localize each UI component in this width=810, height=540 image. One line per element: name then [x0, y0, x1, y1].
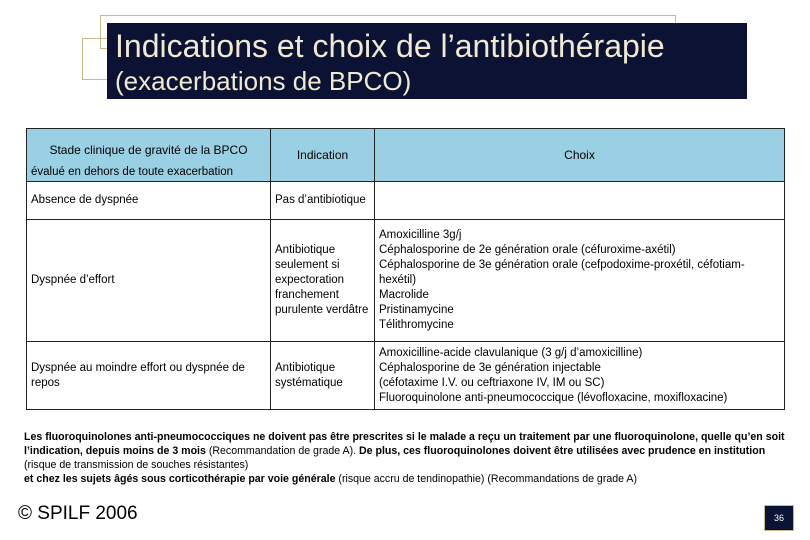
header-stage-sub: évalué en dehors de toute exacerbation [31, 166, 234, 178]
choice-item: Amoxicilline 3g/j [379, 229, 462, 241]
table-row [27, 342, 785, 410]
page-number: 36 [764, 505, 794, 531]
stage-cell: Dyspnée d’effort [27, 220, 271, 342]
table-row [27, 220, 785, 342]
choice-item: Céphalosporine de 2e génération orale (céfuroxime-axétil) [379, 244, 676, 256]
slide-subtitle: (exacerbations de BPCO) [115, 66, 412, 96]
footnote-light-1: (Recommandation de grade A). [205, 445, 359, 457]
table-header-row [27, 129, 785, 182]
choice-cell [375, 182, 785, 220]
choice-cell [375, 342, 785, 410]
choice-item: (céfotaxime I.V. ou ceftriaxone IV, IM ou SC) [379, 376, 605, 389]
indication-cell: Pas d’antibiotique [271, 182, 375, 220]
choice-item: Fluoroquinolone anti-pneumococcique (lévofloxacine, moxifloxacine) [379, 391, 728, 404]
stage-cell: Dyspnée au moindre effort ou dyspnée de repos [27, 342, 271, 410]
slide-title: Indications et choix de l’antibiothérapie [115, 28, 665, 64]
header-choice: Choix [375, 129, 785, 182]
header-stage-title: Stade clinique de gravité de la BPCO [49, 142, 248, 157]
header-indication: Indication [271, 129, 375, 182]
footnote-bold-1: Les fluoroquinolones anti-pneumococciques ne doivent pas être prescrites si le malade a reçu un traitement par une fluoroquinolone, quelle qu’en soit l’indication, depuis moins de 3 mois [24, 431, 785, 457]
choice-item: Pristinamycine [379, 304, 454, 316]
choice-item: Céphalosporine de 3e génération orale (cefpodoxime-proxétil, céfotiam-hexétil) [379, 259, 745, 286]
choice-item: Télithromycine [379, 319, 454, 331]
header-stage [27, 129, 271, 182]
choice-cell [375, 220, 785, 342]
choice-item: Amoxicilline-acide clavulanique (3 g/j d’amoxicilline) [379, 346, 643, 359]
indication-cell: Antibiotique systématique [271, 342, 375, 410]
footnote-bold-3: et chez les sujets âgés sous corticothérapie par voie générale [24, 473, 336, 485]
table-row [27, 182, 785, 220]
copyright: © SPILF 2006 [18, 503, 138, 524]
choice-item: Céphalosporine de 3e génération injectable [379, 361, 601, 374]
indication-cell: Antibiotique seulement si expectoration franchement purulente verdâtre [271, 220, 375, 342]
antibiotic-table [26, 128, 785, 410]
footnote-bold-2: De plus, ces fluoroquinolones doivent être utilisées avec prudence en institution [359, 445, 766, 457]
footnote-light-2: (risque de transmission de souches résistantes) [24, 459, 249, 471]
choice-item: Macrolide [379, 289, 429, 301]
footnote-light-3: (risque accru de tendinopathie) (Recommandations de grade A) [335, 473, 637, 485]
stage-cell: Absence de dyspnée [27, 182, 271, 220]
footnote [24, 430, 786, 486]
